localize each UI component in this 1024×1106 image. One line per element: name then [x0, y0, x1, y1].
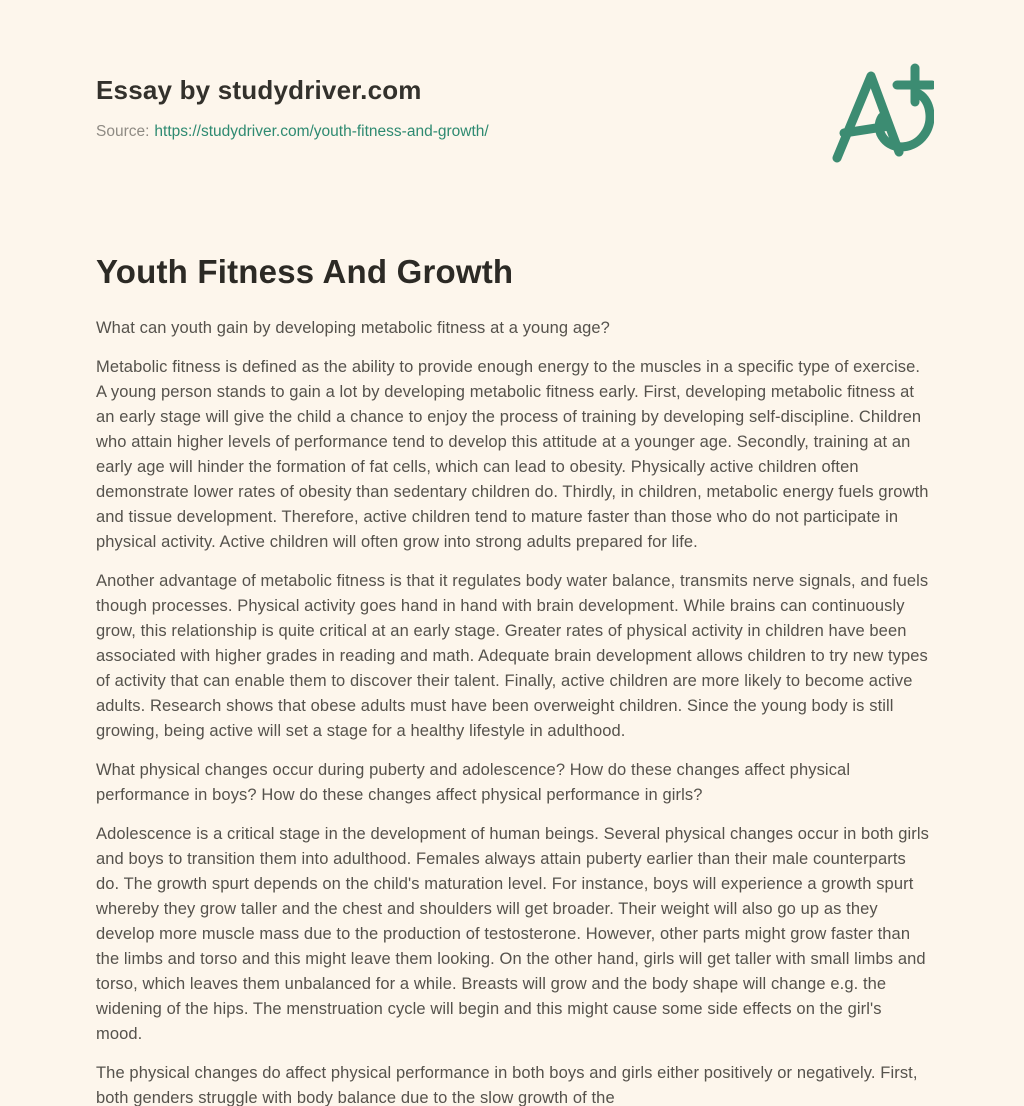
paragraph-body-1: Metabolic fitness is defined as the ability to provide enough energy to the muscles in a specific type of exercise. A young person stands to gain a lot by developing metabolic fitness early. First, developing metabolic fitness at an early stage will give the child a chance to enjoy the process of training by developing self-discipline. Children who attain higher levels of performance tend to develop this attitude at a younger age. Secondly, training at an early age will hinder the formation of fat cells, which can lead to obesity. Physically active children often demonstrate lower rates of obesity than sedentary children do. Thirdly, in children, metabolic energy fuels growth and tissue development. Therefore, active children tend to mature faster than those who do not participate in physical activity. Active children will often grow into strong adults prepared for life. — [96, 358, 929, 552]
paragraph-body-4: The physical changes do affect physical performance in both boys and girls either positively or negatively. First, both genders struggle with body balance due to the slow growth of the — [96, 1064, 918, 1106]
paragraph-question-1: What can youth gain by developing metabolic fitness at a young age? — [96, 319, 610, 338]
paragraph-question-2: What physical changes occur during puberty and adolescence? How do these changes affect physical performance in boys? How do these changes affect physical performance in girls? — [96, 761, 851, 805]
article-title: Youth Fitness And Growth — [96, 253, 514, 291]
source-row — [96, 123, 928, 142]
essay-by-heading: Essay by studydriver.com — [96, 75, 422, 105]
a-plus-logo-icon — [828, 62, 934, 164]
page-header — [96, 76, 928, 141]
paragraph-body-3: Adolescence is a critical stage in the development of human beings. Several physical changes occur in both girls and boys to transition them into adulthood. Females always attain puberty earlier than their male counterparts do. The growth spurt depends on the child's maturation level. For instance, boys will experience a growth spurt whereby they grow taller and the chest and shoulders will get broader. Their weight will also go up as they develop more muscle mass due to the production of testosterone. However, other parts might grow faster than the limbs and torso and this might leave them looking. On the other hand, girls will get taller with small limbs and torso, which leaves them unbalanced for a while. Breasts will grow and the body shape will change e.g. the widening of the hips. The menstruation cycle will begin and this might cause some side effects on the girl's mood. — [96, 825, 929, 1044]
essay-article — [96, 253, 928, 1106]
source-label: Source: — [96, 122, 150, 140]
paragraph-body-2: Another advantage of metabolic fitness is that it regulates body water balance, transmits nerve signals, and fuels though processes. Physical activity goes hand in hand with brain development. While brains can continuously grow, this relationship is quite critical at an early stage. Greater rates of physical activity in children have been associated with higher grades in reading and math. Adequate brain development allows children to try new types of activity that can enable them to discover their talent. Finally, active children are more likely to become active adults. Research shows that obese adults must have been overweight children. Since the young body is still growing, being active will set a stage for a healthy lifestyle in adulthood. — [96, 572, 929, 741]
source-url-link[interactable]: https://studydriver.com/youth-fitness-and-growth/ — [154, 122, 489, 140]
